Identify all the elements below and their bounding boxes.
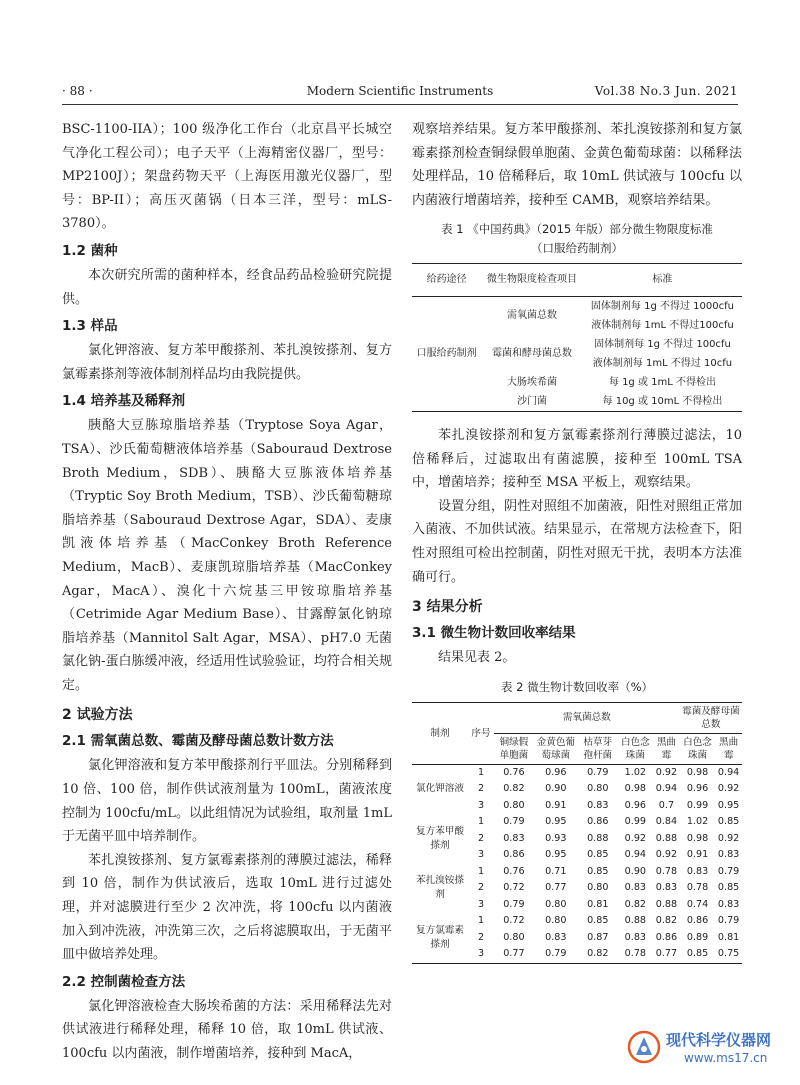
- table2-value-cell: 0.86: [686, 915, 709, 927]
- table2-subheader: 黑曲霉: [653, 733, 680, 764]
- table2-value-cell: 0.96: [624, 799, 647, 811]
- table2-value-cell: 0.83: [686, 865, 709, 877]
- table2-value-cell: 0.88: [624, 915, 647, 927]
- paragraph-plate-method: 氯化钾溶液和复方苯甲酸搽剂行平皿法。分别稀释到 10 倍、100 倍，制作供试液剂量为 100mL，菌液浓度控制为 100cfu/mL。以此组情况为试验组，取剂量 1mL 于无菌平皿中培养制作。: [62, 758, 392, 845]
- table2-value-cell: 0.91: [545, 799, 567, 811]
- table2-recovery-rates: [412, 702, 742, 964]
- table2-value-cell: 0.86: [587, 816, 609, 828]
- table2-value-cell: 0.85: [587, 865, 609, 877]
- table2-prep-name: 氯化钾溶液: [416, 783, 464, 795]
- table2-value-cell: 0.81: [717, 931, 740, 943]
- table1-item-cell: 需氧菌总数: [507, 310, 558, 322]
- table2-value-cell: 0.79: [587, 766, 609, 778]
- table2-seq-cell: 2: [477, 931, 485, 943]
- table2-value-cell: 0.92: [717, 783, 740, 795]
- table2-value-cell: 0.95: [545, 849, 567, 861]
- table2-seq-cell: 2: [477, 783, 485, 795]
- table2-seq-cell: 3: [477, 799, 485, 811]
- table2-prep-name: 苯扎溴铵搽剂: [416, 875, 464, 901]
- table2-seq-cell: 1: [477, 915, 485, 927]
- table2-prep-name: 复方苯甲酸搽剂: [416, 825, 464, 851]
- section-heading-2-2: 2.2 控制菌检查方法: [62, 973, 186, 990]
- site-watermark: [626, 1025, 786, 1073]
- table2-value-cell: 0.80: [587, 882, 609, 894]
- table2-value-cell: 0.79: [545, 948, 567, 960]
- table1-item-cell: 大肠埃希菌: [507, 376, 558, 388]
- table2-value-cell: 0.80: [545, 898, 567, 910]
- section-heading-1-4: 1.4 培养基及稀释剂: [62, 393, 186, 410]
- table2-value-cell: 0.83: [717, 898, 740, 910]
- table2-value-cell: 0.93: [545, 832, 567, 844]
- table2-value-cell: 0.7: [658, 799, 675, 811]
- table2-subheader: 金黄色葡萄球菌: [534, 733, 578, 764]
- table2-value-cell: 0.96: [545, 766, 567, 778]
- table2-value-cell: 1.02: [624, 766, 647, 778]
- table2-value-cell: 0.85: [587, 915, 609, 927]
- left-column: [62, 118, 392, 1066]
- table1-header-item: 微生物限度检查项目: [481, 264, 583, 297]
- table2-seq-cell: 2: [477, 882, 485, 894]
- section-heading-2: 2 试验方法: [62, 707, 133, 724]
- table2-value-cell: 0.94: [717, 766, 740, 778]
- paragraph-strains: 本次研究所需的菌种样本，经食品药品检验研究院提供。: [62, 267, 392, 307]
- section-heading-1-2: 1.2 菌种: [62, 242, 118, 259]
- table2-seq-cell: 1: [477, 766, 485, 778]
- table2-value-cell: 0.92: [624, 832, 647, 844]
- table2-value-cell: 0.83: [624, 931, 647, 943]
- table2-value-cell: 0.99: [686, 799, 709, 811]
- issue-info: Vol.38 No.3 Jun. 2021: [594, 84, 738, 98]
- table2-value-cell: 0.90: [545, 783, 567, 795]
- table1-header-route: 给药途径: [412, 264, 481, 297]
- table2-value-cell: 0.80: [503, 799, 525, 811]
- table2-caption: 表 2 微生物计数回收率（%）: [500, 679, 654, 694]
- table1-standard-cell: 每 1g 或 1mL 不得检出: [608, 376, 716, 388]
- table-row: [412, 814, 742, 831]
- table2-value-cell: 0.83: [717, 849, 740, 861]
- table2-value-cell: 0.85: [717, 882, 740, 894]
- table2-value-cell: 0.71: [545, 865, 567, 877]
- paragraph-controls: 设置分组，阴性对照组不加菌液，阳性对照组正常加入菌液、不加供试液。结果显示，在常规方法检查下，阳性对照组可检出控制菌，阴性对照无干扰，表明本方法准确可行。: [412, 498, 742, 585]
- table2-value-cell: 0.77: [503, 948, 525, 960]
- table2-value-cell: 0.81: [587, 898, 609, 910]
- table2-prep-name: 复方氯霉素搽剂: [416, 924, 464, 950]
- table1-caption: [412, 220, 742, 258]
- table-row: [412, 864, 742, 881]
- table-row: [412, 296, 742, 316]
- table1-caption-line2: （口服给药制剂）: [531, 241, 623, 256]
- table2-seq-cell: 3: [477, 948, 485, 960]
- table2-value-cell: 0.98: [686, 832, 709, 844]
- table2-seq-cell: 3: [477, 898, 485, 910]
- table2-value-cell: 0.82: [587, 948, 609, 960]
- table1-caption-line1: 表 1 《中国药典》（2015 年版）部分微生物限度标准: [441, 222, 713, 237]
- right-column: [412, 118, 742, 964]
- paragraph-filtration: 苯扎溴铵搽剂和复方氯霉素搽剂行薄膜过滤法，10 倍稀释后，过滤取出有菌滤膜，接种至 100mL TSA 中，增菌培养；接种至 MSA 平板上，观察结果。: [412, 427, 742, 491]
- table2-value-cell: 0.85: [717, 816, 740, 828]
- table-row: [412, 764, 742, 781]
- table2-value-cell: 0.79: [717, 915, 740, 927]
- table2-value-cell: 0.90: [624, 865, 647, 877]
- table2-value-cell: 1.02: [686, 816, 709, 828]
- table2-value-cell: 0.82: [503, 783, 525, 795]
- table2-value-cell: 0.87: [587, 931, 609, 943]
- table1-standard-cell: 固体制剂每 1g 不得过 1000cfu: [590, 300, 734, 312]
- microscope-logo-icon: [626, 1029, 662, 1065]
- table2-value-cell: 0.92: [717, 832, 740, 844]
- section-heading-3-1: 3.1 微生物计数回收率结果: [412, 625, 576, 642]
- running-header: [62, 82, 738, 105]
- table2-value-cell: 0.88: [587, 832, 609, 844]
- table2-seq-cell: 1: [477, 865, 485, 877]
- table2-value-cell: 0.95: [717, 799, 740, 811]
- watermark-url: www.ms17.cn: [684, 1051, 768, 1065]
- paragraph-media: 胰酪大豆胨琼脂培养基（Tryptose Soya Agar，TSA）、沙氏葡萄糖液体培养基（Sabouraud Dextrose Broth Medium，SDB）、胰酪大豆胨液体培养基（Tryptic Soy Broth Medium，TSB）、沙氏葡萄糖琼脂培养基（Sabouraud Dextrose Agar，SDA）、麦康凯液体培养基（MacConkey Broth Reference Medium，MacB）、麦康凯琼脂培养基（MacConkey Agar，MacA）、溴化十六烷基三甲铵琼脂培养基（Cetrimide Agar Medium Base）、甘露醇氯化钠琼脂培养基（Mannitol Salt Agar，MSA）、pH7.0 无菌氯化钠-蛋白胨缓冲液，经适用性试验验证，均符合相关规定。: [62, 418, 392, 693]
- table2-value-cell: 0.91: [686, 849, 709, 861]
- table2-value-cell: 0.83: [503, 832, 525, 844]
- paragraph-equipment: BSC-1100-IIA）；100 级净化工作台（北京昌平长城空气净化工程公司）；电子天平（上海精密仪器厂，型号：MP2100J）；架盘药物天平（上海医用激光仪器厂，型号：BP-II）；高压灭菌锅（日本三洋，型号：mLS-3780）。: [62, 122, 392, 232]
- table2-value-cell: 0.80: [587, 783, 609, 795]
- table2-value-cell: 0.86: [503, 849, 525, 861]
- table2-value-cell: 0.85: [587, 849, 609, 861]
- table2-subheader: 白色念珠菌: [680, 733, 715, 764]
- table2-header-seq: 序号: [468, 702, 494, 764]
- table2-value-cell: 0.83: [587, 799, 609, 811]
- table2-value-cell: 0.83: [624, 882, 647, 894]
- table2-value-cell: 0.78: [624, 948, 647, 960]
- table2-value-cell: 0.99: [624, 816, 647, 828]
- paragraph-continued: 观察培养结果。复方苯甲酸搽剂、苯扎溴铵搽剂和复方氯霉素搽剂检查铜绿假单胞菌、金黄色葡萄球菌：以稀释法处理样品，10 倍稀释后，取 10mL 供试液与 100cfu 以内菌液行增菌培养，接种至 CAMB，观察培养结果。: [412, 122, 742, 208]
- table1-item-cell: 霉菌和酵母菌总数: [492, 348, 573, 360]
- table2-seq-cell: 2: [477, 832, 485, 844]
- table2-value-cell: 0.82: [655, 915, 678, 927]
- table1-standard-cell: 液体制剂每 1mL 不得过100cfu: [591, 319, 734, 331]
- table2-value-cell: 0.88: [655, 898, 678, 910]
- table2-value-cell: 0.89: [686, 931, 709, 943]
- table2-value-cell: 0.78: [686, 882, 709, 894]
- table1-microbial-limits: [412, 263, 742, 412]
- table2-subheader: 黑曲霉: [715, 733, 742, 764]
- paragraph-see-table2: 结果见表 2。: [438, 650, 516, 666]
- table2-subheader: 铜绿假单胞菌: [494, 733, 534, 764]
- page-number: · 88 ·: [62, 84, 93, 98]
- table2-value-cell: 0.76: [503, 766, 525, 778]
- table2-value-cell: 0.79: [503, 898, 525, 910]
- table2-value-cell: 0.94: [655, 783, 678, 795]
- section-heading-1-3: 1.3 样品: [62, 318, 118, 335]
- table2-value-cell: 0.78: [655, 865, 678, 877]
- table2-body: [412, 764, 742, 963]
- table2-value-cell: 0.77: [545, 882, 567, 894]
- table2-value-cell: 0.79: [717, 865, 740, 877]
- watermark-title: 现代科学仪器网: [666, 1031, 772, 1049]
- table2-header-aerobic: 需氧菌总数: [494, 702, 680, 733]
- table2-value-cell: 0.74: [686, 898, 709, 910]
- table2-value-cell: 0.72: [503, 882, 525, 894]
- table2-value-cell: 0.72: [503, 915, 525, 927]
- table2-value-cell: 0.80: [503, 931, 525, 943]
- table2-value-cell: 0.98: [686, 766, 709, 778]
- table2-value-cell: 0.79: [503, 816, 525, 828]
- table1-standard-cell: 每 10g 或 10mL 不得检出: [602, 395, 723, 407]
- table2-seq-cell: 3: [477, 849, 485, 861]
- section-heading-2-1: 2.1 需氧菌总数、霉菌及酵母菌总数计数方法: [62, 733, 334, 750]
- table2-value-cell: 0.92: [655, 766, 678, 778]
- table1-route-cell: 口服给药制剂: [416, 348, 477, 360]
- table2-value-cell: 0.77: [655, 948, 678, 960]
- table2-value-cell: 0.83: [655, 882, 678, 894]
- table1-standard-cell: 固体制剂每 1g 不得过 100cfu: [594, 338, 731, 350]
- table2-value-cell: 0.83: [545, 931, 567, 943]
- table1-item-cell: 沙门菌: [517, 395, 548, 407]
- table-row: [412, 913, 742, 930]
- journal-name: Modern Scientific Instruments: [306, 84, 494, 98]
- table2-value-cell: 0.94: [624, 849, 647, 861]
- table2-value-cell: 0.95: [545, 816, 567, 828]
- paragraph-samples: 氯化钾溶液、复方苯甲酸搽剂、苯扎溴铵搽剂、复方氯霉素搽剂等液体制剂样品均由我院提供。: [62, 343, 392, 382]
- table1-header-standard: 标准: [583, 264, 742, 297]
- section-heading-3: 3 结果分析: [412, 599, 483, 616]
- table2-value-cell: 0.84: [655, 816, 678, 828]
- table1-standard-cell: 液体制剂每 1mL 不得过 10cfu: [592, 357, 733, 369]
- table2-value-cell: 0.80: [545, 915, 567, 927]
- paragraph-filter-method: 苯扎溴铵搽剂、复方氯霉素搽剂的薄膜过滤法，稀释到 10 倍，制作为供试液后，选取 10mL 进行过滤处理，并对滤膜进行至少 2 次冲洗，将 100cfu 以内菌液加入到冲洗液，冲洗第三次，之后将滤膜取出，于无菌平皿中做培养处理。: [62, 852, 392, 963]
- table2-value-cell: 0.82: [624, 898, 647, 910]
- table2-subheader: 白色念珠菌: [618, 733, 653, 764]
- table2-value-cell: 0.88: [655, 832, 678, 844]
- table2-value-cell: 0.92: [655, 849, 678, 861]
- table2-value-cell: 0.98: [624, 783, 647, 795]
- table2-seq-cell: 1: [477, 816, 485, 828]
- table2-value-cell: 0.76: [503, 865, 525, 877]
- paragraph-control-bacteria: 氯化钾溶液检查大肠埃希菌的方法：采用稀释法先对供试液进行稀释处理，稀释 10 倍，取 10mL 供试液、100cfu 以内菌液，制作增菌培养，接种到 MacA，: [62, 998, 392, 1061]
- table2-header-prep: 制剂: [412, 702, 468, 764]
- table2-subheader: 枯草芽孢杆菌: [578, 733, 618, 764]
- table2-value-cell: 0.86: [655, 931, 678, 943]
- table2-header-mold: 霉菌及酵母菌总数: [680, 702, 742, 733]
- table2-value-cell: 0.75: [717, 948, 740, 960]
- table2-value-cell: 0.96: [686, 783, 709, 795]
- table2-value-cell: 0.85: [686, 948, 709, 960]
